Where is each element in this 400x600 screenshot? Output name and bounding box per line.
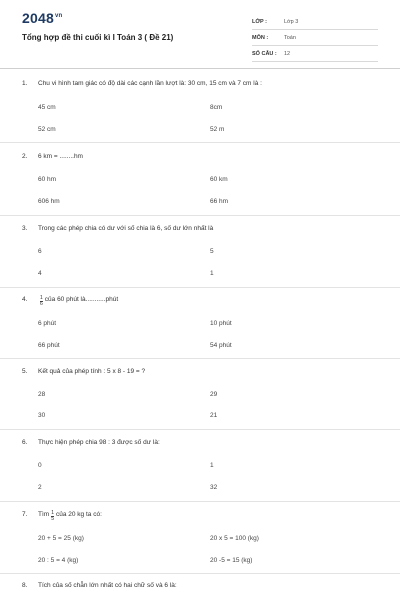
question-text <box>22 582 177 589</box>
document-title: Tổng hợp đề thi cuối kì I Toán 3 ( Đề 21) <box>22 33 174 42</box>
answer-option[interactable]: 52 m <box>210 126 225 133</box>
question-body: Chu vi hình tam giác có độ dài các cạnh lần lượt là: 30 cm, 15 cm và 7 cm là : <box>38 80 262 87</box>
answer-option[interactable]: 1 <box>210 462 214 469</box>
answer-option[interactable]: 6 <box>38 248 42 255</box>
question-number: 6. <box>22 439 28 446</box>
answer-option[interactable]: 6 phút <box>38 320 57 327</box>
question-divider <box>0 287 400 288</box>
question-text <box>22 225 213 232</box>
meta-label: MÔN : <box>252 34 269 41</box>
answer-option[interactable]: 66 hm <box>210 198 229 205</box>
logo-suffix: vn <box>54 13 63 20</box>
question-divider <box>0 142 400 143</box>
question-text <box>22 368 145 375</box>
fraction <box>40 296 43 307</box>
answer-option[interactable]: 32 <box>210 484 218 491</box>
question-body-prefix: Tìm <box>38 511 50 518</box>
meta-value: 12 <box>284 50 291 57</box>
answer-option[interactable]: 20 + 5 = 25 (kg) <box>38 535 84 542</box>
question-number: 2. <box>22 153 28 160</box>
answer-option[interactable]: 60 hm <box>38 176 57 183</box>
page-header <box>0 0 400 60</box>
fraction <box>51 511 54 522</box>
site-logo[interactable] <box>22 10 62 26</box>
question-body: của 60 phút là...........phút <box>44 296 119 303</box>
question-text <box>22 80 262 87</box>
question-number: 4. <box>22 296 28 303</box>
question-body: của 20 kg ta có: <box>55 511 102 518</box>
answer-option[interactable]: 28 <box>38 391 46 398</box>
answer-option[interactable]: 8cm <box>210 104 223 111</box>
question-divider <box>0 358 400 359</box>
question-text <box>22 296 118 307</box>
answer-option[interactable]: 29 <box>210 391 218 398</box>
meta-value: Lớp 3 <box>284 18 299 25</box>
question-body: Trong các phép chia có dư với số chia là 6, số dư lớn nhất là <box>38 225 214 232</box>
answer-option[interactable]: 20 x 5 = 100 (kg) <box>210 535 259 542</box>
answer-option[interactable]: 21 <box>210 412 218 419</box>
answer-option[interactable]: 60 km <box>210 176 228 183</box>
answer-option[interactable]: 606 hm <box>38 198 60 205</box>
meta-row-count <box>252 46 378 62</box>
answer-option[interactable]: 1 <box>210 270 214 277</box>
answer-option[interactable]: 4 <box>38 270 42 277</box>
answer-option[interactable]: 66 phút <box>38 342 60 349</box>
question-body: Kết quả của phép tính : 5 x 8 - 19 = ? <box>38 368 146 375</box>
question-body: Tích của số chẵn lớn nhất có hai chữ số và 6 là: <box>38 582 177 589</box>
fraction-denominator: 5 <box>51 516 54 522</box>
answer-option[interactable]: 20 : 5 = 4 (kg) <box>38 557 79 564</box>
question-text <box>22 153 83 160</box>
question-divider <box>0 429 400 430</box>
question-text <box>22 439 160 446</box>
answer-option[interactable]: 45 cm <box>38 104 56 111</box>
question-body: 6 km = ........hm <box>38 153 83 160</box>
question-number: 7. <box>22 511 28 518</box>
question-number: 5. <box>22 368 28 375</box>
answer-option[interactable]: 30 <box>38 412 46 419</box>
fraction-numerator: 1 <box>40 295 43 301</box>
fraction-numerator: 1 <box>51 510 54 516</box>
fraction-denominator: 6 <box>40 301 43 307</box>
answer-option[interactable]: 2 <box>38 484 42 491</box>
meta-value: Toán <box>284 34 296 41</box>
answer-option[interactable]: 52 cm <box>38 126 56 133</box>
answer-option[interactable]: 5 <box>210 248 214 255</box>
answer-option[interactable]: 0 <box>38 462 42 469</box>
question-divider <box>0 215 400 216</box>
question-divider <box>0 573 400 574</box>
meta-row-class <box>252 14 378 30</box>
question-number: 1. <box>22 80 28 87</box>
question-text <box>22 511 102 522</box>
header-divider <box>0 68 400 69</box>
answer-option[interactable]: 20 -5 = 15 (kg) <box>210 557 253 564</box>
logo-text: 2048 <box>22 10 54 26</box>
meta-row-subject <box>252 30 378 46</box>
answer-option[interactable]: 10 phút <box>210 320 232 327</box>
question-number: 3. <box>22 225 28 232</box>
meta-label: SỐ CÂU : <box>252 50 277 57</box>
exam-meta <box>252 14 378 62</box>
question-body: Thực hiện phép chia 98 : 3 được số dư là: <box>38 439 160 446</box>
answer-option[interactable]: 54 phút <box>210 342 232 349</box>
question-number: 8. <box>22 582 28 589</box>
meta-label: LỚP : <box>252 18 267 25</box>
question-divider <box>0 501 400 502</box>
